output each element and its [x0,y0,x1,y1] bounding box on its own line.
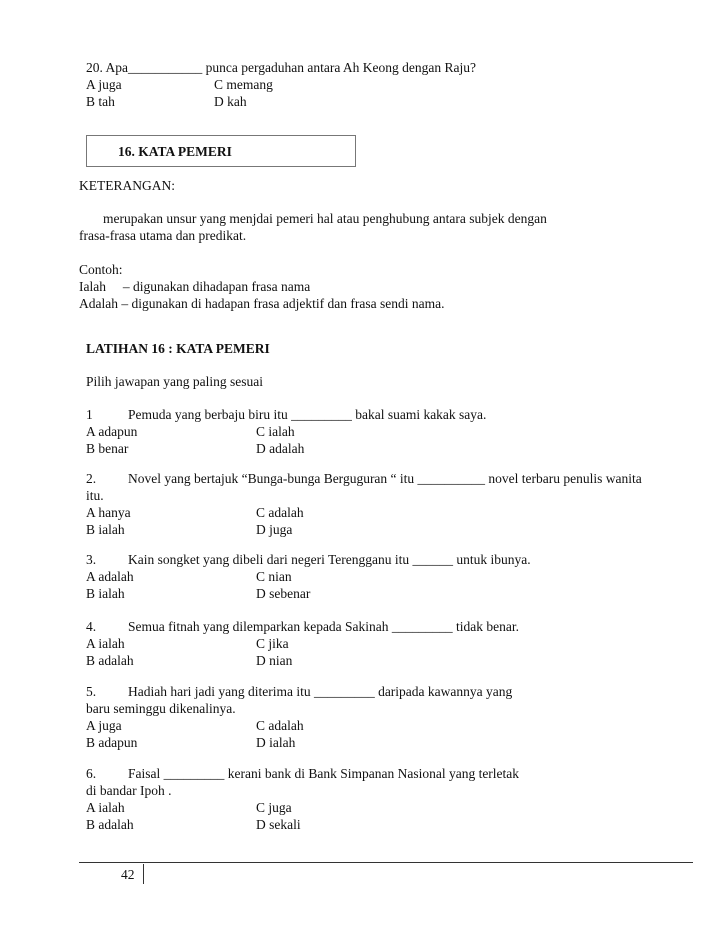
option-c: C adalah [256,718,304,733]
question-text-continued: baru seminggu dikenalinya. [86,701,236,716]
option-b: B benar [86,441,129,456]
keterangan-heading: KETERANGAN: [79,178,175,193]
question-number: 5. [86,684,97,699]
question-number: 3. [86,552,97,567]
option-b: B adalah [86,817,134,832]
question-20-stem: 20. Apa___________ punca pergaduhan antara Ah Keong dengan Raju? [86,60,477,75]
question-text: Novel yang bertajuk “Bunga-bunga Berguguran “ itu __________ novel terbaru penulis wanita [128,471,642,486]
option-b: B ialah [86,586,125,601]
keterangan-line-1: merupakan unsur yang menjdai pemeri hal atau penghubung antara subjek dengan [103,211,547,226]
option-b: B tah [86,94,115,109]
option-a: A ialah [86,800,125,815]
question-20 [86,59,476,110]
option-a: A juga [86,718,122,733]
keterangan-line-2: frasa-frasa utama dan predikat. [79,228,247,243]
option-a: A ialah [86,636,125,651]
question-text: Pemuda yang berbaju biru itu _________ bakal suami kakak saya. [128,407,487,422]
option-c: C jika [256,636,289,651]
option-d: D adalah [256,441,305,456]
contoh-heading: Contoh: [79,262,123,277]
question-number: 4. [86,619,97,634]
option-d: D nian [256,653,293,668]
option-a: A adapun [86,424,138,439]
question-text-continued: di bandar Ipoh . [86,783,172,798]
contoh-line-2: Adalah – digunakan di hadapan frasa adjektif dan frasa sendi nama. [79,296,445,311]
question-number: 6. [86,766,97,781]
latihan-instruction: Pilih jawapan yang paling sesuai [86,374,263,389]
keterangan-paragraph [79,210,547,244]
option-b: B ialah [86,522,125,537]
question-text: Semua fitnah yang dilemparkan kepada Sakinah _________ tidak benar. [128,619,520,634]
question-number: 2. [86,471,97,486]
option-b: B adapun [86,735,138,750]
footer-divider [79,862,693,863]
option-c: C adalah [256,505,304,520]
contoh-block [79,261,444,312]
question-text-continued: itu. [86,488,104,503]
option-a: A adalah [86,569,134,584]
option-c: C nian [256,569,292,584]
question-text: Faisal _________ kerani bank di Bank Simpanan Nasional yang terletak [128,766,520,781]
option-c: C ialah [256,424,295,439]
option-a: A hanya [86,505,131,520]
question-number: 1 [86,407,93,422]
section-title: 16. KATA PEMERI [118,144,232,159]
section-title-box [86,135,356,167]
option-d: D ialah [256,735,296,750]
page-number: 42 [121,867,135,882]
option-a: A juga [86,77,122,92]
option-d: D sekali [256,817,301,832]
page-number-divider [143,864,144,884]
option-d: D juga [256,522,293,537]
question-5 [86,683,513,751]
latihan-title: LATIHAN 16 : KATA PEMERI [86,341,270,356]
option-b: B adalah [86,653,134,668]
option-c: C juga [256,800,292,815]
option-d: D kah [214,94,247,109]
question-text: Hadiah hari jadi yang diterima itu _________ daripada kawannya yang [128,684,513,699]
contoh-line-1: Ialah – digunakan dihadapan frasa nama [79,279,311,294]
question-2 [86,470,642,538]
question-text: Kain songket yang dibeli dari negeri Terengganu itu ______ untuk ibunya. [128,552,531,567]
option-c: C memang [214,77,273,92]
question-6 [86,765,520,833]
option-d: D sebenar [256,586,311,601]
